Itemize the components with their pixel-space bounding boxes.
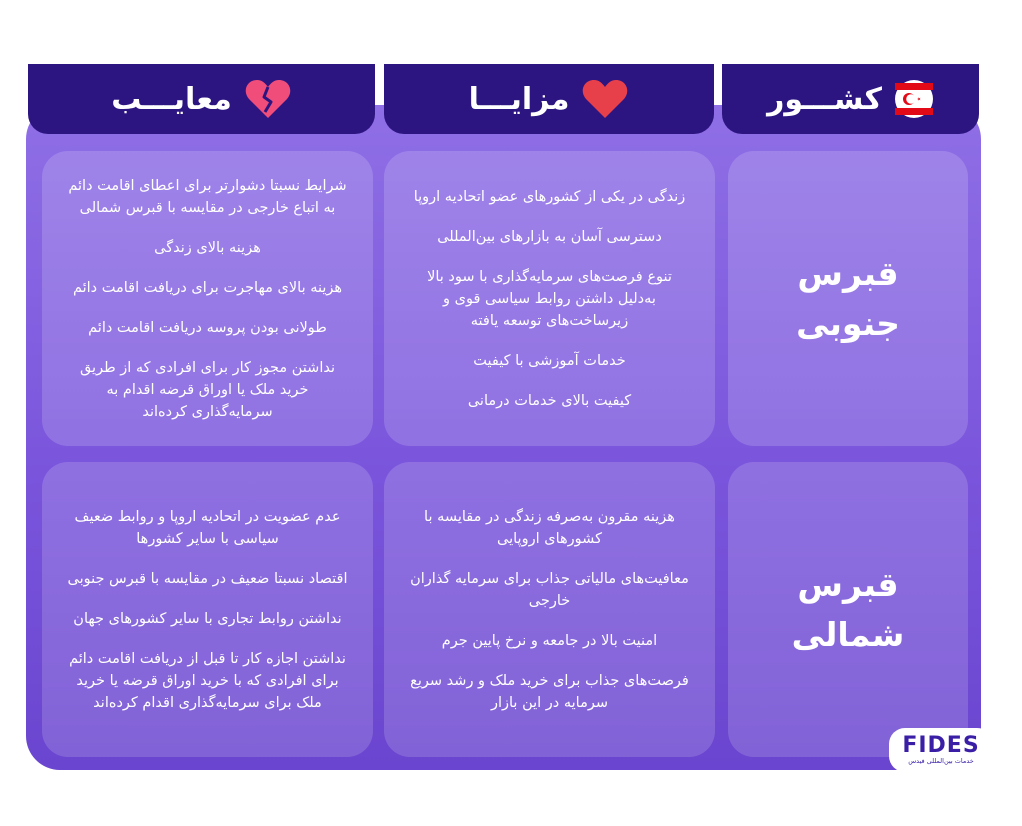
cons-cell-south bbox=[42, 151, 373, 446]
country-name-line: جنوبی bbox=[796, 303, 900, 343]
list-item: عدم عضویت در اتحادیه اروپا و روابط ضعیف سیاسی با سایر کشورها bbox=[74, 508, 341, 547]
country-cell-south bbox=[728, 151, 968, 446]
list-item: فرصت‌های جذاب برای خرید ملک و رشد سریع سرمایه در این بازار bbox=[410, 672, 689, 711]
country-name-south bbox=[728, 151, 968, 446]
header-pros bbox=[384, 64, 714, 134]
pros-cell-south bbox=[384, 151, 715, 446]
country-name-line: شمالی bbox=[791, 614, 905, 654]
list-item: زندگی در یکی از کشورهای عضو اتحادیه اروپا bbox=[413, 188, 686, 205]
list-item: معافیت‌های مالیاتی جذاب برای سرمایه گذاران خارجی bbox=[410, 570, 689, 609]
header-cons-label: معایـــب bbox=[111, 81, 232, 117]
list-item: دسترسی آسان به بازارهای بین‌المللی bbox=[437, 228, 662, 245]
list-item: هزینه مقرون به‌صرفه زندگی در مقایسه با کشورهای اروپایی bbox=[424, 508, 675, 547]
list-item: امنیت بالا در جامعه و نرخ پایین جرم bbox=[441, 632, 658, 649]
logo-name: FIDES bbox=[902, 732, 980, 758]
list-item: نداشتن مجوز کار برای افرادی که از طریق خرید ملک یا اوراق قرضه اقدام به سرمایه‌گذاری کرده‌اند bbox=[79, 359, 336, 420]
broken-heart-icon bbox=[244, 78, 292, 120]
cons-list-south bbox=[42, 151, 373, 446]
list-item: شرایط نسبتا دشوارتر برای اعطای اقامت دائم به اتباع خارجی در مقایسه با قبرس شمالی bbox=[68, 177, 347, 216]
pros-list-north bbox=[384, 462, 715, 757]
list-item: هزینه بالای زندگی bbox=[154, 239, 261, 256]
country-cell-north bbox=[728, 462, 968, 757]
list-item: تنوع فرصت‌های سرمایه‌گذاری با سود بالا به‌دلیل داشتن روابط سیاسی قوی و زیرساخت‌های توسعه یافته bbox=[427, 268, 672, 329]
list-item: هزینه بالای مهاجرت برای دریافت اقامت دائم bbox=[72, 279, 343, 296]
header-country-label: کشـــور bbox=[767, 81, 882, 117]
list-item: نداشتن روابط تجاری با سایر کشورهای جهان bbox=[73, 610, 342, 627]
cons-cell-north bbox=[42, 462, 373, 757]
country-name-north bbox=[728, 462, 968, 757]
logo-tagline: خدمات بین‌المللی فیدس bbox=[908, 756, 974, 765]
country-name-line: قبرس bbox=[797, 564, 899, 604]
header-pros-label: مزایـــا bbox=[468, 81, 570, 117]
list-item: کیفیت بالای خدمات درمانی bbox=[467, 392, 632, 409]
pros-cell-north bbox=[384, 462, 715, 757]
list-item: اقتصاد نسبتا ضعیف در مقایسه با قبرس جنوبی bbox=[67, 570, 348, 587]
heart-icon bbox=[581, 78, 629, 120]
fides-logo bbox=[889, 728, 993, 772]
header-country bbox=[722, 64, 979, 134]
cons-list-north bbox=[42, 462, 373, 757]
header-cons bbox=[28, 64, 375, 134]
list-item: طولانی بودن پروسه دریافت اقامت دائم bbox=[88, 319, 327, 336]
country-name-line: قبرس bbox=[797, 253, 899, 293]
pros-list-south bbox=[384, 151, 715, 446]
list-item: نداشتن اجازه کار تا قبل از دریافت اقامت دائم برای افرادی که با خرید اوراق قرضه یا خرید ملک برای سرمایه‌گذاری اقدام کرده‌اند bbox=[69, 650, 346, 711]
list-item: خدمات آموزشی با کیفیت bbox=[473, 352, 626, 369]
turkish-flag-icon bbox=[894, 79, 934, 119]
